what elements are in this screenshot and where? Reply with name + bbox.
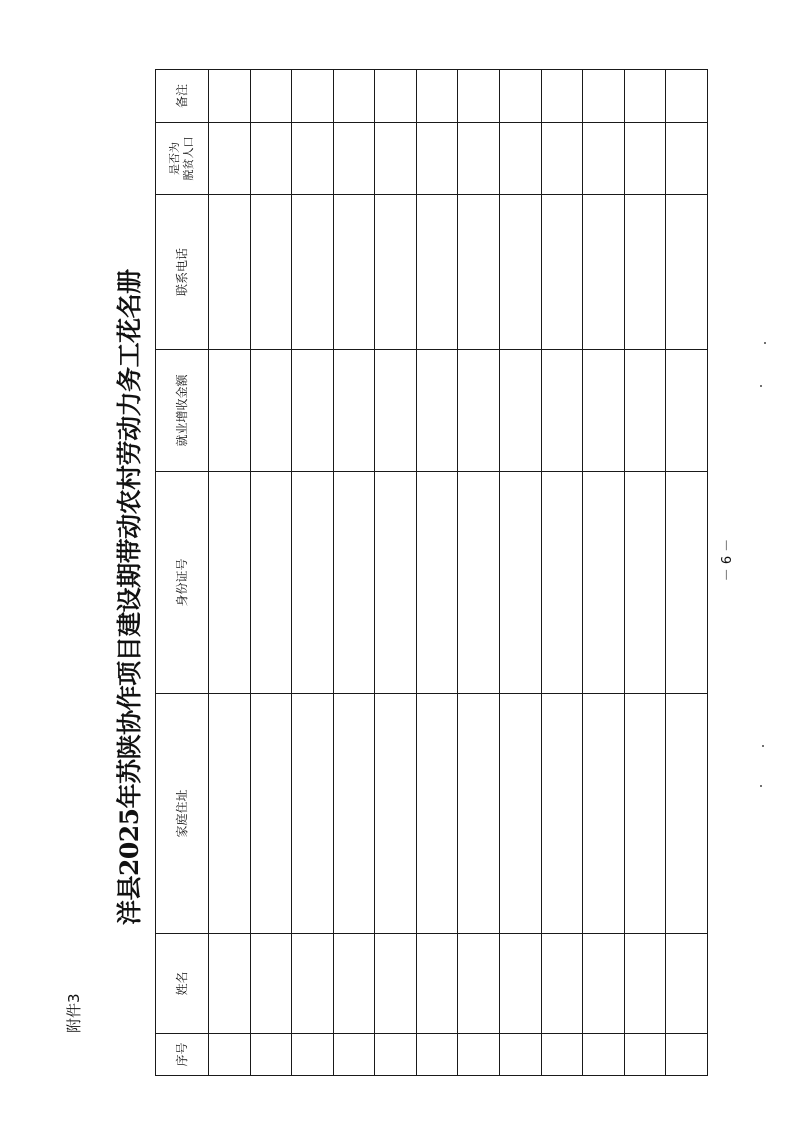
cell-name xyxy=(250,934,292,1034)
header-name: 姓名 xyxy=(156,934,209,1034)
cell-remarks xyxy=(250,70,292,123)
table-row xyxy=(541,70,583,1076)
cell-remarks xyxy=(292,70,334,123)
cell-income-amount xyxy=(375,350,417,472)
cell-phone xyxy=(292,195,334,350)
cell-index xyxy=(458,1034,500,1076)
cell-remarks xyxy=(209,70,251,123)
cell-name xyxy=(209,934,251,1034)
cell-address xyxy=(416,694,458,934)
cell-income-amount xyxy=(250,350,292,472)
cell-phone xyxy=(375,195,417,350)
cell-poverty-status xyxy=(375,123,417,195)
cell-index xyxy=(541,1034,583,1076)
cell-phone xyxy=(209,195,251,350)
scan-speck xyxy=(762,745,764,747)
cell-phone xyxy=(541,195,583,350)
cell-name xyxy=(624,934,666,1034)
cell-phone xyxy=(416,195,458,350)
cell-name xyxy=(416,934,458,1034)
cell-income-amount xyxy=(292,350,334,472)
cell-income-amount xyxy=(500,350,542,472)
cell-address xyxy=(209,694,251,934)
cell-poverty-status xyxy=(583,123,625,195)
cell-remarks xyxy=(375,70,417,123)
roster-table-container xyxy=(155,70,708,1076)
roster-table xyxy=(155,69,708,1076)
cell-phone xyxy=(250,195,292,350)
attachment-label: 附件3 xyxy=(65,993,83,1033)
document-title: 洋县2025年苏陕协作项目建设期带动农村劳动力务工花名册 xyxy=(115,269,144,925)
cell-address xyxy=(500,694,542,934)
cell-remarks xyxy=(583,70,625,123)
cell-id-number xyxy=(209,472,251,694)
cell-address xyxy=(583,694,625,934)
cell-phone xyxy=(458,195,500,350)
cell-id-number xyxy=(333,472,375,694)
cell-poverty-status xyxy=(209,123,251,195)
header-poverty-status: 是否为 脱贫人口 xyxy=(156,123,209,195)
cell-index xyxy=(624,1034,666,1076)
cell-remarks xyxy=(458,70,500,123)
cell-name xyxy=(292,934,334,1034)
cell-name xyxy=(375,934,417,1034)
table-row xyxy=(209,70,251,1076)
cell-income-amount xyxy=(209,350,251,472)
table-row xyxy=(458,70,500,1076)
cell-address xyxy=(541,694,583,934)
cell-income-amount xyxy=(624,350,666,472)
table-header-row xyxy=(156,70,209,1076)
header-id-number: 身份证号 xyxy=(156,472,209,694)
table-row xyxy=(500,70,542,1076)
cell-income-amount xyxy=(666,350,708,472)
cell-index xyxy=(666,1034,708,1076)
cell-remarks xyxy=(624,70,666,123)
cell-address xyxy=(375,694,417,934)
cell-remarks xyxy=(416,70,458,123)
cell-id-number xyxy=(458,472,500,694)
cell-poverty-status xyxy=(541,123,583,195)
cell-phone xyxy=(583,195,625,350)
header-phone: 联系电话 xyxy=(156,195,209,350)
table-row xyxy=(333,70,375,1076)
cell-name xyxy=(583,934,625,1034)
cell-index xyxy=(250,1034,292,1076)
cell-id-number xyxy=(500,472,542,694)
cell-name xyxy=(458,934,500,1034)
cell-index xyxy=(375,1034,417,1076)
cell-id-number xyxy=(666,472,708,694)
cell-income-amount xyxy=(541,350,583,472)
header-remarks: 备注 xyxy=(156,70,209,123)
cell-id-number xyxy=(541,472,583,694)
cell-id-number xyxy=(416,472,458,694)
cell-index xyxy=(333,1034,375,1076)
cell-phone xyxy=(624,195,666,350)
cell-id-number xyxy=(292,472,334,694)
cell-poverty-status xyxy=(458,123,500,195)
table-row xyxy=(624,70,666,1076)
cell-remarks xyxy=(541,70,583,123)
cell-id-number xyxy=(375,472,417,694)
cell-name xyxy=(541,934,583,1034)
page-number: － 6 － xyxy=(720,538,735,582)
cell-index xyxy=(416,1034,458,1076)
cell-income-amount xyxy=(458,350,500,472)
cell-id-number xyxy=(583,472,625,694)
cell-remarks xyxy=(666,70,708,123)
cell-poverty-status xyxy=(500,123,542,195)
cell-income-amount xyxy=(416,350,458,472)
cell-address xyxy=(624,694,666,934)
scan-speck xyxy=(760,385,762,387)
table-row xyxy=(583,70,625,1076)
cell-poverty-status xyxy=(624,123,666,195)
cell-phone xyxy=(500,195,542,350)
scan-speck xyxy=(760,785,762,787)
cell-address xyxy=(292,694,334,934)
header-income-amount: 就业增收金额 xyxy=(156,350,209,472)
cell-index xyxy=(292,1034,334,1076)
table-row xyxy=(416,70,458,1076)
cell-index xyxy=(209,1034,251,1076)
scan-speck xyxy=(764,342,766,344)
cell-poverty-status xyxy=(666,123,708,195)
cell-income-amount xyxy=(333,350,375,472)
header-address: 家庭住址 xyxy=(156,694,209,934)
cell-address xyxy=(333,694,375,934)
table-body xyxy=(209,70,708,1076)
cell-name xyxy=(333,934,375,1034)
cell-name xyxy=(500,934,542,1034)
cell-phone xyxy=(333,195,375,350)
cell-poverty-status xyxy=(333,123,375,195)
cell-remarks xyxy=(500,70,542,123)
cell-poverty-status xyxy=(292,123,334,195)
cell-address xyxy=(666,694,708,934)
cell-id-number xyxy=(624,472,666,694)
cell-poverty-status xyxy=(250,123,292,195)
table-row xyxy=(250,70,292,1076)
cell-name xyxy=(666,934,708,1034)
cell-remarks xyxy=(333,70,375,123)
table-row xyxy=(375,70,417,1076)
cell-phone xyxy=(666,195,708,350)
table-row xyxy=(666,70,708,1076)
cell-address xyxy=(250,694,292,934)
cell-id-number xyxy=(250,472,292,694)
cell-address xyxy=(458,694,500,934)
header-index: 序号 xyxy=(156,1034,209,1076)
cell-index xyxy=(500,1034,542,1076)
cell-index xyxy=(583,1034,625,1076)
cell-income-amount xyxy=(583,350,625,472)
cell-poverty-status xyxy=(416,123,458,195)
table-row xyxy=(292,70,334,1076)
